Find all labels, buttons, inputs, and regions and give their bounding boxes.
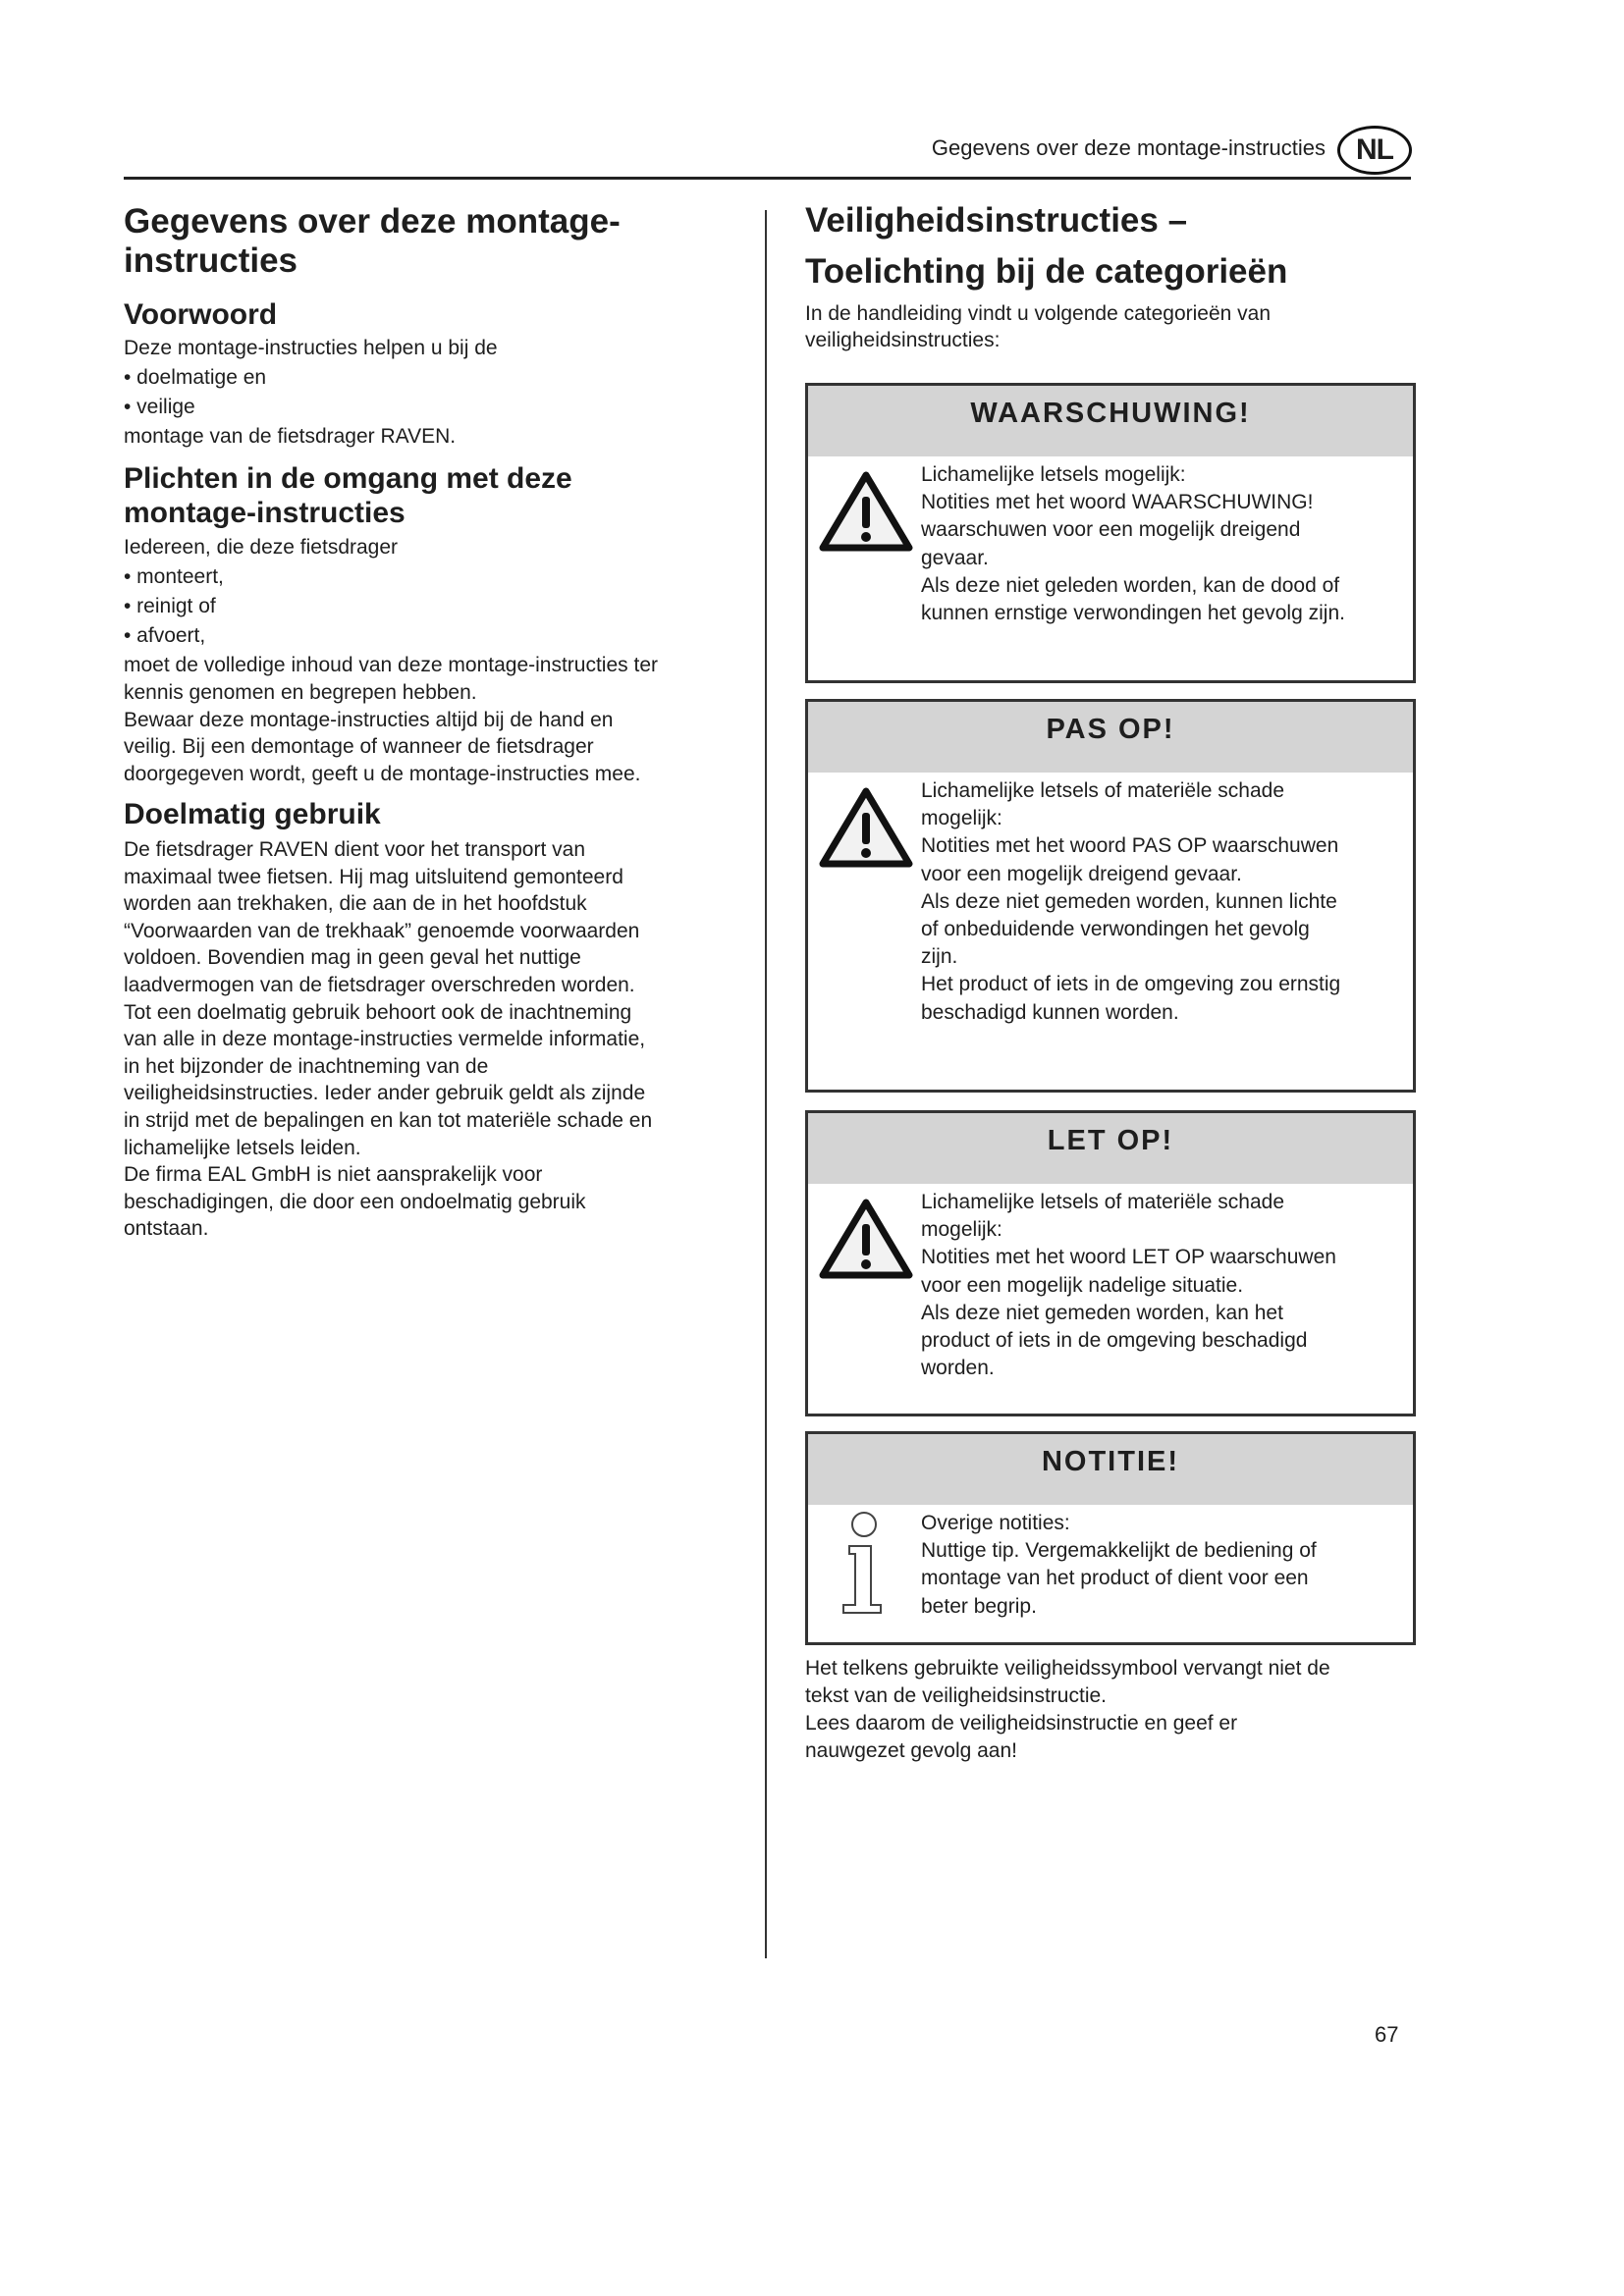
warning-triangle-icon xyxy=(818,1197,914,1286)
text-line: in het bijzonder de inachtneming van de xyxy=(124,1054,489,1078)
text-line: beschadigingen, die door een ondoelmatig gebruik xyxy=(124,1190,586,1213)
text-line: Als deze niet gemeden worden, kunnen lichte xyxy=(921,889,1337,913)
text-line: gevaar. xyxy=(921,546,989,569)
text-line: Iedereen, die deze fietsdrager xyxy=(124,536,399,559)
text-line: Het telkens gebruikte veiligheidssymbool vervangt niet de xyxy=(805,1657,1330,1680)
text-line: kunnen ernstige verwondingen het gevolg zijn. xyxy=(921,602,1345,625)
text-line: Als deze niet geleden worden, kan de dood of xyxy=(921,573,1340,597)
text-line: “Voorwaarden van de trekhaak” genoemde voorwaarden xyxy=(124,919,640,942)
text-line: Plichten in de omgang met deze xyxy=(124,462,572,495)
text-line: Deze montage-instructies helpen u bij de xyxy=(124,337,498,359)
text-line: in strijd met de bepalingen en kan tot materiële schade en xyxy=(124,1108,653,1132)
text-line: In de handleiding vindt u volgende categorieën van xyxy=(805,302,1272,325)
text-line: De firma EAL GmbH is niet aansprakelijk voor xyxy=(124,1163,543,1187)
text-line: voldoen. Bovendien mag in geen geval het nuttige xyxy=(124,946,581,970)
doelmatig-text xyxy=(124,836,652,1243)
text-line: zijn. xyxy=(921,945,958,969)
text-line: mogelijk: xyxy=(921,1218,1002,1242)
text-line: Notities met het woord LET OP waarschuwen xyxy=(921,1246,1336,1269)
text-line: moet de volledige inhoud van deze montage-instructies ter xyxy=(124,654,658,676)
text-line: Tot een doelmatig gebruik behoort ook de inachtneming xyxy=(124,1000,632,1024)
box-header xyxy=(808,702,1413,773)
text-line: lichamelijke letsels leiden. xyxy=(124,1136,361,1159)
warning-triangle-icon xyxy=(818,469,914,559)
text-line: veiligheidsinstructies: xyxy=(805,329,1001,351)
text-line: kennis genomen en begrepen hebben. xyxy=(124,680,477,704)
text-line: Gegevens over deze montage- xyxy=(124,202,621,240)
text-line: instructies xyxy=(124,241,298,280)
header-rule xyxy=(124,177,1411,180)
text-line: veilig. Bij een demontage of wanneer de fietsdrager xyxy=(124,735,594,759)
plichten-list xyxy=(124,533,398,651)
text-line: veiligheidsinstructies. Ieder ander gebruik geldt als zijnde xyxy=(124,1082,646,1105)
text-line: Lichamelijke letsels of materiële schade xyxy=(921,779,1285,802)
heading-plichten xyxy=(124,461,572,530)
text-line: • doelmatige en xyxy=(124,366,267,389)
text-line: Nuttige tip. Vergemakkelijkt de bediening of xyxy=(921,1539,1317,1563)
text-line: Toelichting bij de categorieën xyxy=(805,252,1288,291)
text-line: • veilige xyxy=(124,396,195,418)
text-line: worden aan trekhaken, die aan de in het hoofdstuk xyxy=(124,892,587,916)
voorwoord-text xyxy=(124,334,498,452)
text-line: beschadigd kunnen worden. xyxy=(921,1000,1179,1024)
text-line: Lichamelijke letsels mogelijk: xyxy=(921,463,1186,486)
heading-voorwoord: Voorwoord xyxy=(124,298,278,331)
box-header xyxy=(808,386,1413,456)
text-line: ontstaan. xyxy=(124,1217,209,1241)
info-icon xyxy=(830,1511,898,1624)
page-number: 67 xyxy=(1375,2022,1399,2047)
text-line: of onbeduidende verwondingen het gevolg xyxy=(921,918,1310,941)
text-line: Lees daarom de veiligheidsinstructie en geef er xyxy=(805,1712,1238,1735)
box-title: WAARSCHUWING! xyxy=(970,398,1251,429)
box-body xyxy=(921,1510,1317,1621)
text-line: Als deze niet gemeden worden, kan het xyxy=(921,1301,1283,1324)
warning-box xyxy=(805,383,1416,683)
text-line: Lichamelijke letsels of materiële schade xyxy=(921,1191,1285,1213)
text-line: beter begrip. xyxy=(921,1594,1037,1618)
text-line: tekst van de veiligheidsinstructie. xyxy=(805,1684,1107,1707)
section-title xyxy=(124,202,621,281)
text-line: nauwgezet gevolg aan! xyxy=(805,1739,1017,1762)
box-body xyxy=(921,1189,1336,1382)
text-line: montage-instructies xyxy=(124,497,406,529)
note-box xyxy=(805,1431,1416,1645)
box-title: PAS OP! xyxy=(1046,714,1175,745)
text-line: Bewaar deze montage-instructies altijd bij de hand en xyxy=(124,708,614,731)
box-header xyxy=(808,1113,1413,1184)
safety-intro xyxy=(805,300,1271,353)
text-line: product of iets in de omgeving beschadigd xyxy=(921,1329,1308,1353)
running-header: Gegevens over deze montage-instructies xyxy=(931,135,1326,160)
box-header xyxy=(808,1434,1413,1505)
text-line: van alle in deze montage-instructies vermelde informatie, xyxy=(124,1028,646,1051)
safety-footer-text xyxy=(805,1655,1330,1765)
text-line: • afvoert, xyxy=(124,624,206,647)
text-line: waarschuwen voor een mogelijk dreigend xyxy=(921,518,1301,542)
text-line: • monteert, xyxy=(124,565,224,588)
text-line: montage van de fietsdrager RAVEN. xyxy=(124,425,457,448)
text-line: Notities met het woord PAS OP waarschuwen xyxy=(921,834,1339,858)
box-body xyxy=(921,461,1345,627)
text-line: doorgegeven wordt, geeft u de montage-instructies mee. xyxy=(124,763,641,786)
language-badge: NL xyxy=(1337,126,1412,175)
warning-triangle-icon xyxy=(818,785,914,875)
column-divider xyxy=(765,210,767,1958)
text-line: Overige notities: xyxy=(921,1512,1070,1534)
text-line: worden. xyxy=(921,1357,995,1380)
text-line: Notities met het woord WAARSCHUWING! xyxy=(921,491,1314,514)
text-line: Het product of iets in de omgeving zou ernstig xyxy=(921,973,1341,996)
text-line: • reinigt of xyxy=(124,595,216,617)
heading-doelmatig: Doelmatig gebruik xyxy=(124,798,381,830)
text-line: De fietsdrager RAVEN dient voor het transport van xyxy=(124,838,586,861)
box-title: LET OP! xyxy=(1047,1125,1174,1156)
box-title: NOTITIE! xyxy=(1041,1446,1180,1477)
text-line: Veiligheidsinstructies – xyxy=(805,201,1188,240)
text-line: maximaal twee fietsen. Hij mag uitsluitend gemonteerd xyxy=(124,865,623,888)
caution-box xyxy=(805,699,1416,1093)
plichten-text xyxy=(124,652,658,788)
text-line: laadvermogen van de fietsdrager overschreden worden. xyxy=(124,973,635,996)
text-line: mogelijk: xyxy=(921,807,1002,830)
box-body xyxy=(921,777,1340,1027)
text-line: voor een mogelijk nadelige situatie. xyxy=(921,1273,1244,1297)
notice-box xyxy=(805,1110,1416,1416)
text-line: montage van het product of dient voor een xyxy=(921,1567,1309,1590)
text-line: voor een mogelijk dreigend gevaar. xyxy=(921,862,1242,885)
safety-title xyxy=(805,195,1287,297)
